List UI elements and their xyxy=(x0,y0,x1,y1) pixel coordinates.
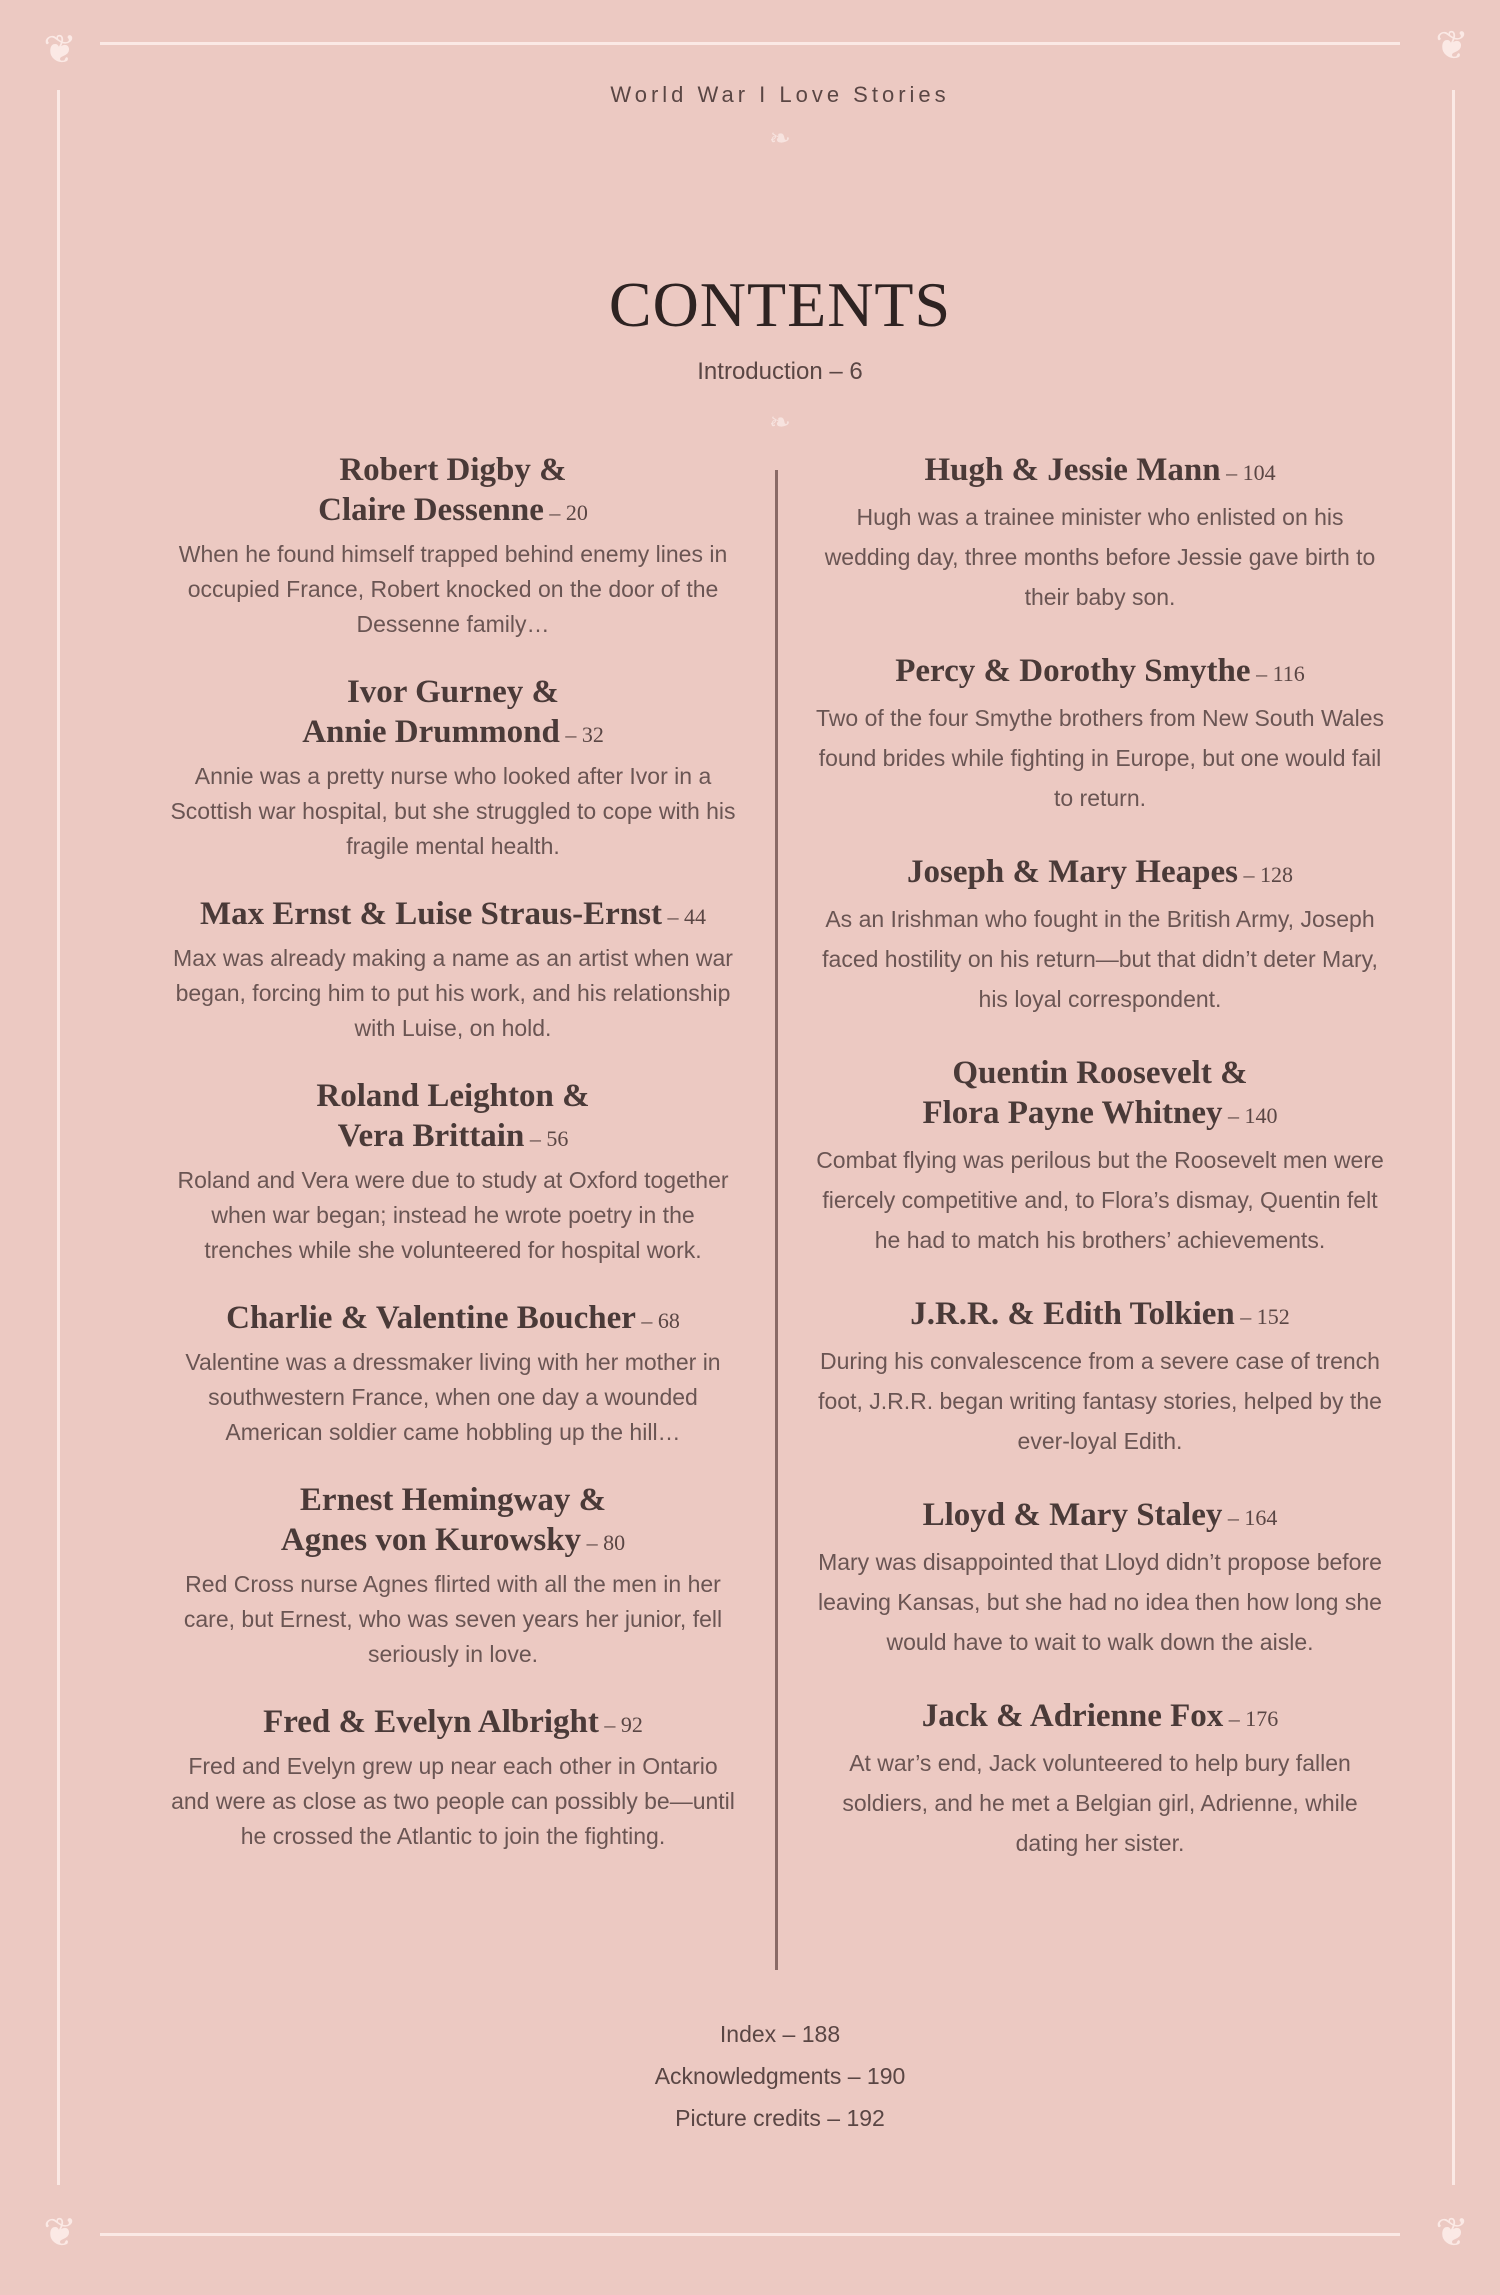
entry-names: Fred & Evelyn Albright – 92 xyxy=(263,1704,643,1740)
entry-names: Lloyd & Mary Staley – 164 xyxy=(922,1497,1278,1533)
entry-names: J.R.R. & Edith Tolkien – 152 xyxy=(910,1296,1290,1332)
frame-bottom-rule xyxy=(100,2233,1400,2236)
series-title: World War I Love Stories xyxy=(610,82,950,107)
intro-line[interactable]: Introduction – 6 xyxy=(697,358,863,385)
entry-names: Jack & Adrienne Fox – 176 xyxy=(921,1698,1279,1734)
entry-page: 44 xyxy=(684,904,707,929)
entry-names-line1: Quentin Roosevelt & xyxy=(952,1055,1248,1091)
entry-names-line2: Hugh & Jessie Mann xyxy=(924,452,1221,488)
entry-names: Percy & Dorothy Smythe – 116 xyxy=(895,653,1305,689)
entry-blurb: Combat flying was perilous but the Roosevelt men were fiercely competitive and, to Flora’s dismay, Quentin felt he had to match his brothers’ achievements. xyxy=(816,1147,1384,1253)
entry-blurb: At war’s end, Jack volunteered to help bury fallen soldiers, and he met a Belgian girl, Adrienne, while dating her sister. xyxy=(842,1750,1358,1856)
back-matter-page: 188 xyxy=(801,2021,841,2047)
entry-page: 92 xyxy=(620,1712,643,1737)
entry-names-line2: Flora Payne Whitney xyxy=(922,1095,1223,1131)
back-matter-list xyxy=(0,2013,1500,2139)
entry-names-line1: Roland Leighton & xyxy=(316,1078,590,1114)
entry-names-line2: Claire Dessenne xyxy=(318,492,544,528)
corner-ornament-icon: ❦ xyxy=(43,2210,77,2256)
entry-names: Ernest Hemingway & Agnes von Kurowsky – 80 xyxy=(280,1482,626,1558)
entry-page: 80 xyxy=(603,1530,626,1555)
entry-names: Max Ernst & Luise Straus-Ernst – 44 xyxy=(199,896,707,932)
entry-blurb: Valentine was a dressmaker living with her mother in southwestern France, when one day a wounded American soldier came hobbling up the hill… xyxy=(185,1349,721,1445)
entry-blurb: Roland and Vera were due to study at Oxford together when war began; instead he wrote poetry in the trenches while she volunteered for hospital work. xyxy=(177,1167,729,1263)
back-matter-label: Picture credits xyxy=(675,2105,821,2131)
back-matter-item[interactable]: Acknowledgments – 190 xyxy=(654,2063,906,2089)
toc-entry[interactable] xyxy=(815,651,1385,818)
back-matter-label: Index xyxy=(719,2021,777,2047)
entry-blurb: Mary was disappointed that Lloyd didn’t propose before leaving Kansas, but she had no idea then how long she would have to wait to walk down the aisle. xyxy=(818,1549,1382,1655)
entry-names-line2: J.R.R. & Edith Tolkien xyxy=(910,1296,1235,1332)
entry-names: Charlie & Valentine Boucher – 68 xyxy=(226,1300,680,1336)
entry-page: 104 xyxy=(1242,460,1276,485)
toc-entry[interactable] xyxy=(815,1053,1385,1260)
back-matter-item[interactable]: Index – 188 xyxy=(719,2021,841,2047)
toc-entry[interactable] xyxy=(168,450,738,642)
back-matter-item[interactable]: Picture credits – 192 xyxy=(675,2105,885,2131)
back-matter-page: 190 xyxy=(866,2063,906,2089)
toc-entry[interactable] xyxy=(815,450,1385,617)
entry-names: Robert Digby & Claire Dessenne – 20 xyxy=(318,452,588,528)
entry-names-line2: Jack & Adrienne Fox xyxy=(921,1698,1224,1734)
entry-page: 164 xyxy=(1244,1505,1278,1530)
entry-blurb: During his convalescence from a severe case of trench foot, J.R.R. began writing fantasy stories, helped by the ever-loyal Edith. xyxy=(818,1348,1382,1454)
entry-blurb: Fred and Evelyn grew up near each other in Ontario and were as close as two people can possibly be—until he crossed the Atlantic to join the fighting. xyxy=(171,1753,735,1849)
entry-page: 152 xyxy=(1256,1304,1290,1329)
frame-right-rule xyxy=(1452,90,1455,2185)
back-matter-page: 192 xyxy=(846,2105,885,2131)
entry-names: Ivor Gurney & Annie Drummond – 32 xyxy=(302,674,604,750)
toc-entry[interactable] xyxy=(815,1696,1385,1863)
entry-names-line1: Ernest Hemingway & xyxy=(299,1482,607,1518)
intro-label: Introduction xyxy=(697,358,823,385)
entry-names: Joseph & Mary Heapes – 128 xyxy=(907,854,1293,890)
entry-blurb: Max was already making a name as an artist when war began, forcing him to put his work, and his relationship with Luise, on hold. xyxy=(173,945,733,1041)
entry-names-line2: Joseph & Mary Heapes xyxy=(907,854,1238,890)
entry-page: 68 xyxy=(657,1308,680,1333)
entry-blurb: Red Cross nurse Agnes flirted with all the men in her care, but Ernest, who was seven years her junior, fell seriously in love. xyxy=(183,1571,723,1667)
toc-entry[interactable] xyxy=(168,1298,738,1450)
toc-entry[interactable] xyxy=(815,1294,1385,1461)
entry-page: 116 xyxy=(1272,661,1305,686)
entry-page: 20 xyxy=(565,500,588,525)
toc-entry[interactable] xyxy=(168,1076,738,1268)
column-divider xyxy=(775,470,778,1970)
entry-page: 140 xyxy=(1244,1103,1278,1128)
corner-ornament-icon: ❦ xyxy=(43,27,77,73)
toc-entry[interactable] xyxy=(815,852,1385,1019)
entry-blurb: When he found himself trapped behind enemy lines in occupied France, Robert knocked on the door of the Dessenne family… xyxy=(178,541,728,637)
entry-page: 32 xyxy=(581,722,604,747)
entry-names-line2: Percy & Dorothy Smythe xyxy=(895,653,1251,689)
entry-names-line2: Annie Drummond xyxy=(302,714,560,750)
entry-page: 176 xyxy=(1245,1706,1279,1731)
entry-blurb: Annie was a pretty nurse who looked after Ivor in a Scottish war hospital, but she struggled to cope with his fragile mental health. xyxy=(170,763,736,859)
frame-top-rule xyxy=(100,42,1400,45)
entry-names-line2: Agnes von Kurowsky xyxy=(280,1522,582,1558)
entry-names: Quentin Roosevelt & Flora Payne Whitney – 140 xyxy=(922,1055,1278,1131)
entry-names-line2: Charlie & Valentine Boucher xyxy=(226,1300,636,1336)
entry-names-line2: Fred & Evelyn Albright xyxy=(263,1704,599,1740)
entry-blurb: Two of the four Smythe brothers from New South Wales found brides while fighting in Europe, but one would fail to return. xyxy=(816,705,1384,811)
corner-ornament-icon: ❦ xyxy=(1435,23,1469,69)
entry-page: 56 xyxy=(546,1126,569,1151)
toc-entry[interactable] xyxy=(168,894,738,1046)
entry-page: 128 xyxy=(1259,862,1293,887)
page-title: CONTENTS xyxy=(608,269,952,340)
entry-names: Hugh & Jessie Mann – 104 xyxy=(924,452,1276,488)
frame-left-rule xyxy=(57,90,60,2185)
toc-entry[interactable] xyxy=(168,672,738,864)
entry-names-line1: Robert Digby & xyxy=(339,452,567,488)
toc-entry[interactable] xyxy=(168,1702,738,1854)
contents-left-column xyxy=(168,450,738,1854)
intro-page: 6 xyxy=(849,358,863,385)
entry-blurb: As an Irishman who fought in the British Army, Joseph faced hostility on his return—but that didn’t deter Mary, his loyal correspondent. xyxy=(822,906,1378,1012)
corner-ornament-icon: ❦ xyxy=(1435,2210,1469,2256)
flourish-ornament-icon: ❧ xyxy=(769,408,791,438)
entry-blurb: Hugh was a trainee minister who enlisted on his wedding day, three months before Jessie gave birth to their baby son. xyxy=(824,504,1376,610)
entry-names: Roland Leighton & Vera Brittain – 56 xyxy=(316,1078,590,1154)
contents-right-column xyxy=(815,450,1385,1863)
entry-names-line2: Max Ernst & Luise Straus-Ernst xyxy=(199,896,663,932)
entry-names-line1: Ivor Gurney & xyxy=(346,674,560,710)
entry-names-line2: Lloyd & Mary Staley xyxy=(922,1497,1223,1533)
entry-names-line2: Vera Brittain xyxy=(337,1118,525,1154)
toc-entry[interactable] xyxy=(168,1480,738,1672)
back-matter-label: Acknowledgments xyxy=(654,2063,842,2089)
flourish-ornament-icon: ❧ xyxy=(769,124,791,154)
toc-entry[interactable] xyxy=(815,1495,1385,1662)
